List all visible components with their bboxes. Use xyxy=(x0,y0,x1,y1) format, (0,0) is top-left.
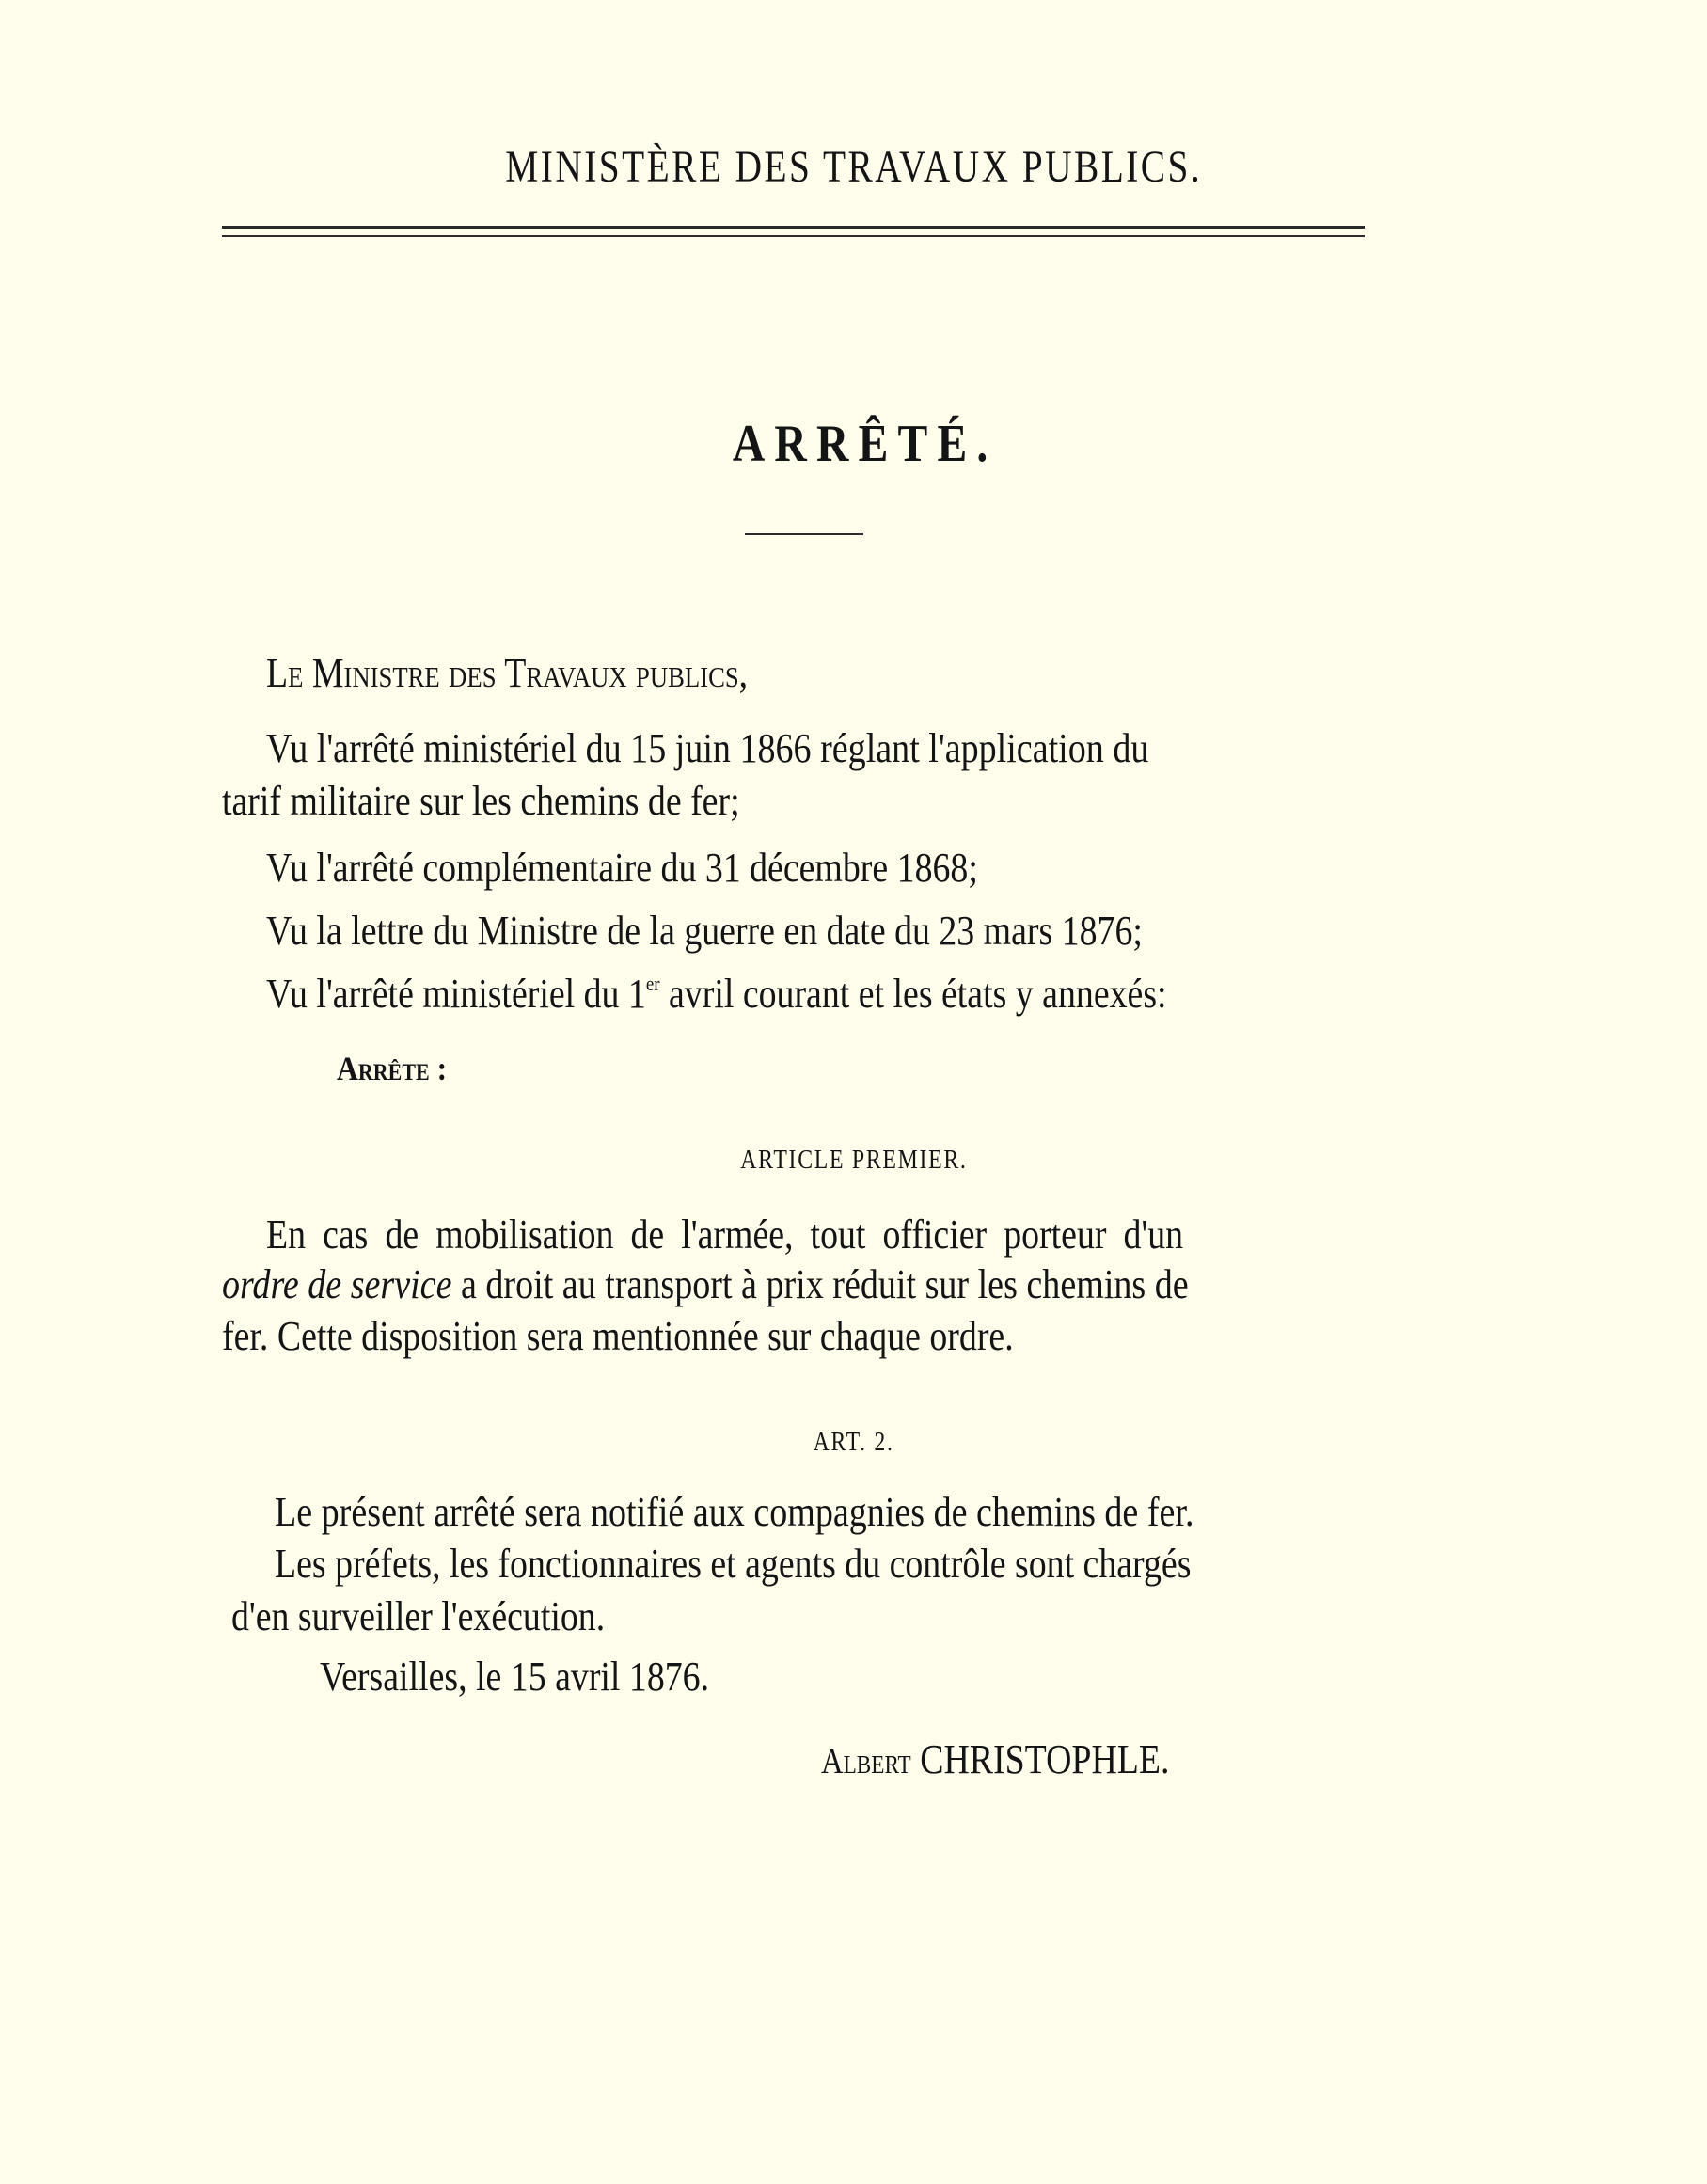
signature-last-name: CHRISTOPHLE. xyxy=(920,1736,1170,1782)
ministry-heading xyxy=(0,141,1707,193)
article-2-line-1: Le présent arrêté sera notifié aux compagnies de chemins de fer. xyxy=(275,1489,1194,1535)
article-1-line-2-text: a droit au transport à prix réduit sur les chemins de xyxy=(451,1261,1189,1307)
consideration-2: Vu l'arrêté complémentaire du 31 décembre 1868; xyxy=(266,845,978,891)
consideration-1-line-1: Vu l'arrêté ministériel du 15 juin 1866 réglant l'application du xyxy=(266,725,1149,771)
consideration-4-text-b: avril courant et les états y annexés: xyxy=(659,971,1167,1017)
article-1-line-1: En cas de mobilisation de l'armée, tout officier porteur d'un xyxy=(266,1211,1184,1258)
header-double-rule-top xyxy=(222,226,1365,229)
article-1-heading xyxy=(0,1146,1707,1176)
article-1-heading-text: ARTICLE PREMIER. xyxy=(739,1146,968,1175)
title-separator-rule xyxy=(745,533,863,535)
consideration-1-line-2: tarif militaire sur les chemins de fer; xyxy=(222,778,740,824)
decree-word: Arrête : xyxy=(337,1050,448,1087)
italic-phrase-ordre-de-service: ordre de service xyxy=(222,1261,452,1307)
ordinal-superscript: er xyxy=(645,972,660,995)
document-title xyxy=(0,414,1707,474)
article-1-line-2 xyxy=(222,1260,1189,1308)
article-2-line-2: Les préfets, les fonctionnaires et agents du contrôle sont chargés xyxy=(275,1541,1192,1587)
signature xyxy=(821,1735,1169,1783)
article-2-line-3: d'en surveiller l'exécution. xyxy=(231,1593,606,1639)
minister-line: Le Ministre des Travaux publics, xyxy=(266,650,749,696)
header-double-rule-bottom xyxy=(222,235,1365,237)
ministry-heading-text: MINISTÈRE DES TRAVAUX PUBLICS. xyxy=(505,142,1202,192)
article-2-heading-text: ART. 2. xyxy=(813,1428,894,1457)
consideration-3: Vu la lettre du Ministre de la guerre en date du 23 mars 1876; xyxy=(266,908,1143,954)
signature-first-name: Albert xyxy=(821,1742,911,1781)
article-1-line-3: fer. Cette disposition sera mentionnée sur chaque ordre. xyxy=(222,1313,1014,1359)
article-2-heading xyxy=(0,1428,1707,1458)
consideration-4-text-a: Vu l'arrêté ministériel du 1 xyxy=(266,971,646,1017)
place-and-date: Versailles, le 15 avril 1876. xyxy=(320,1654,710,1700)
consideration-4 xyxy=(266,970,1167,1018)
document-title-text: ARRÊTÉ. xyxy=(732,415,998,473)
